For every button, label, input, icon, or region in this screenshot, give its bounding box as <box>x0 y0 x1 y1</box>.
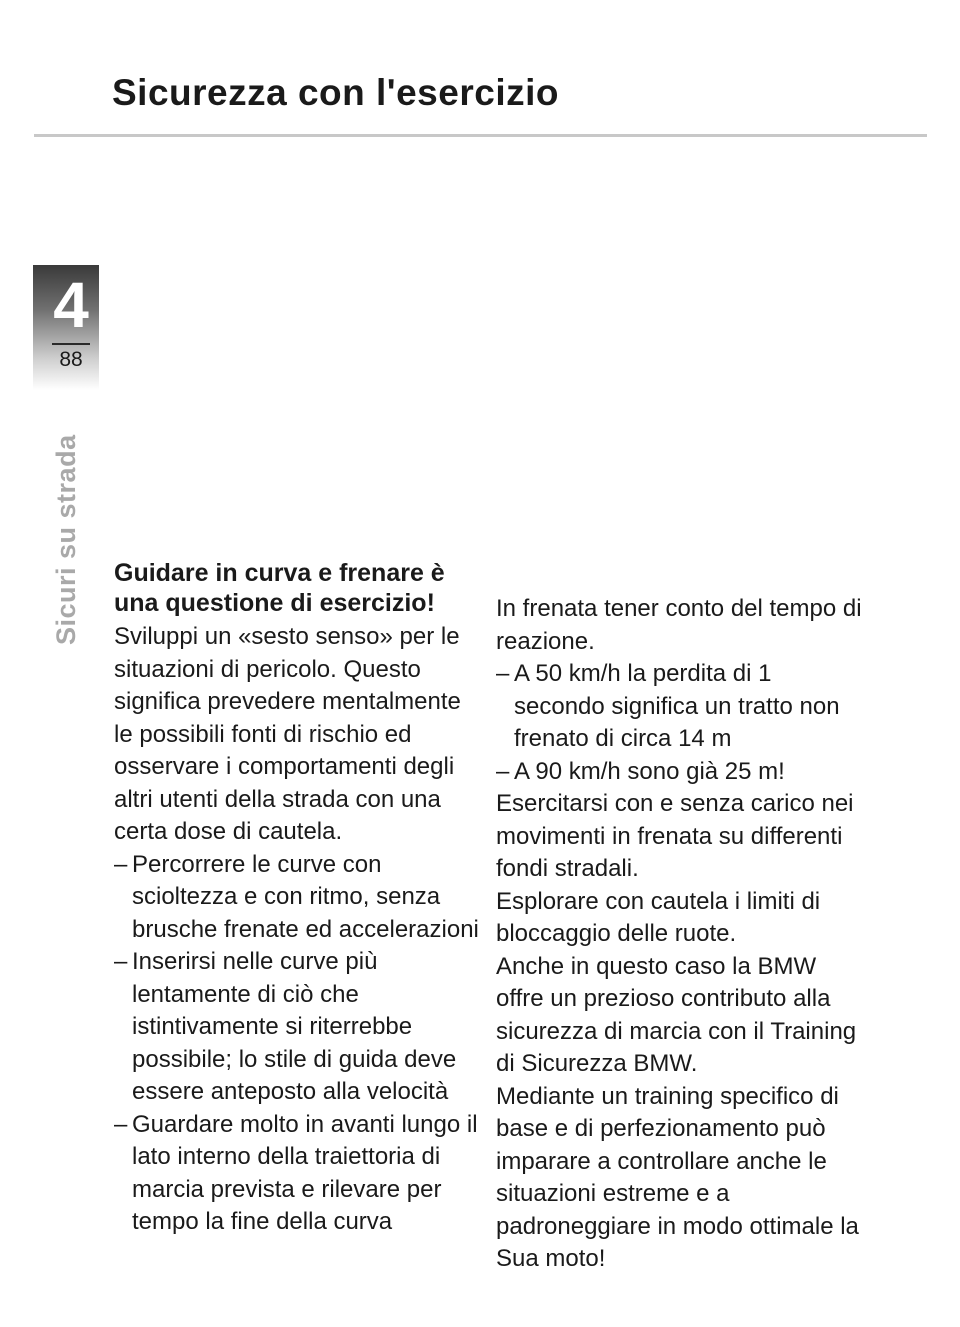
list-item-text: A 90 km/h sono già 25 m! <box>514 757 785 785</box>
section-heading: Guidare in curva e frenare è una questione di esercizio! <box>114 559 445 617</box>
list-item <box>496 756 868 789</box>
dash-bullet: – <box>114 850 128 878</box>
chapter-number: 4 <box>53 269 89 341</box>
dash-bullet: – <box>496 660 510 687</box>
paragraph: Anche in questo caso la BMW offre un prezioso contributo alla sicurezza di marcia con il Training di Sicurezza BMW. <box>496 952 857 1077</box>
list-item-text: Guardare molto in avanti lungo il lato interno della traiettoria di marcia prevista e rilevare per tempo la fine della curva <box>132 1110 478 1235</box>
braking-list <box>496 658 868 788</box>
paragraph: Mediante un training specifico di base e di perfezionamento può imparare a controllare anche le situazioni estreme e a padroneggiare in modo ottimale la Sua moto! <box>496 1082 859 1272</box>
chapter-tab <box>33 265 99 390</box>
list-item <box>496 658 868 756</box>
intro-paragraph: Sviluppi un «sesto senso» per le situazioni di pericolo. Questo significa prevedere mentalmente le possibili fonti di rischio ed osservare i comportamenti degli altri utenti della strada con una certa dose di cautela. <box>114 623 461 845</box>
list-item <box>114 849 484 947</box>
dash-bullet: – <box>114 948 128 975</box>
list-item <box>114 946 484 1109</box>
list-item-text: Percorrere le curve con scioltezza e con ritmo, senza brusche frenate ed accelerazioni <box>132 850 479 943</box>
section-side-label: Sicuri su strada <box>51 434 81 645</box>
right-column <box>496 593 868 1276</box>
page-number: 88 <box>59 348 83 371</box>
page-title: Sicurezza con l'esercizio <box>112 72 559 113</box>
list-item <box>114 1109 484 1239</box>
tips-list <box>114 849 484 1239</box>
title-divider <box>34 134 927 137</box>
braking-intro: In frenata tener conto del tempo di reazione. <box>496 595 862 655</box>
paragraph: Esplorare con cautela i limiti di bloccaggio delle ruote. <box>496 887 821 947</box>
chapter-divider <box>52 343 90 345</box>
dash-bullet: – <box>114 1110 128 1138</box>
left-column <box>114 558 484 1239</box>
paragraph: Esercitarsi con e senza carico nei movimenti in frenata su differenti fondi stradali. <box>496 790 854 882</box>
list-item-text: A 50 km/h la perdita di 1 secondo significa un tratto non frenato di circa 14 m <box>514 660 840 752</box>
dash-bullet: – <box>496 757 510 785</box>
list-item-text: Inserirsi nelle curve più lentamente di ciò che istintivamente si riterrebbe possibile; lo stile di guida deve essere anteposto alla velocità <box>132 948 457 1105</box>
